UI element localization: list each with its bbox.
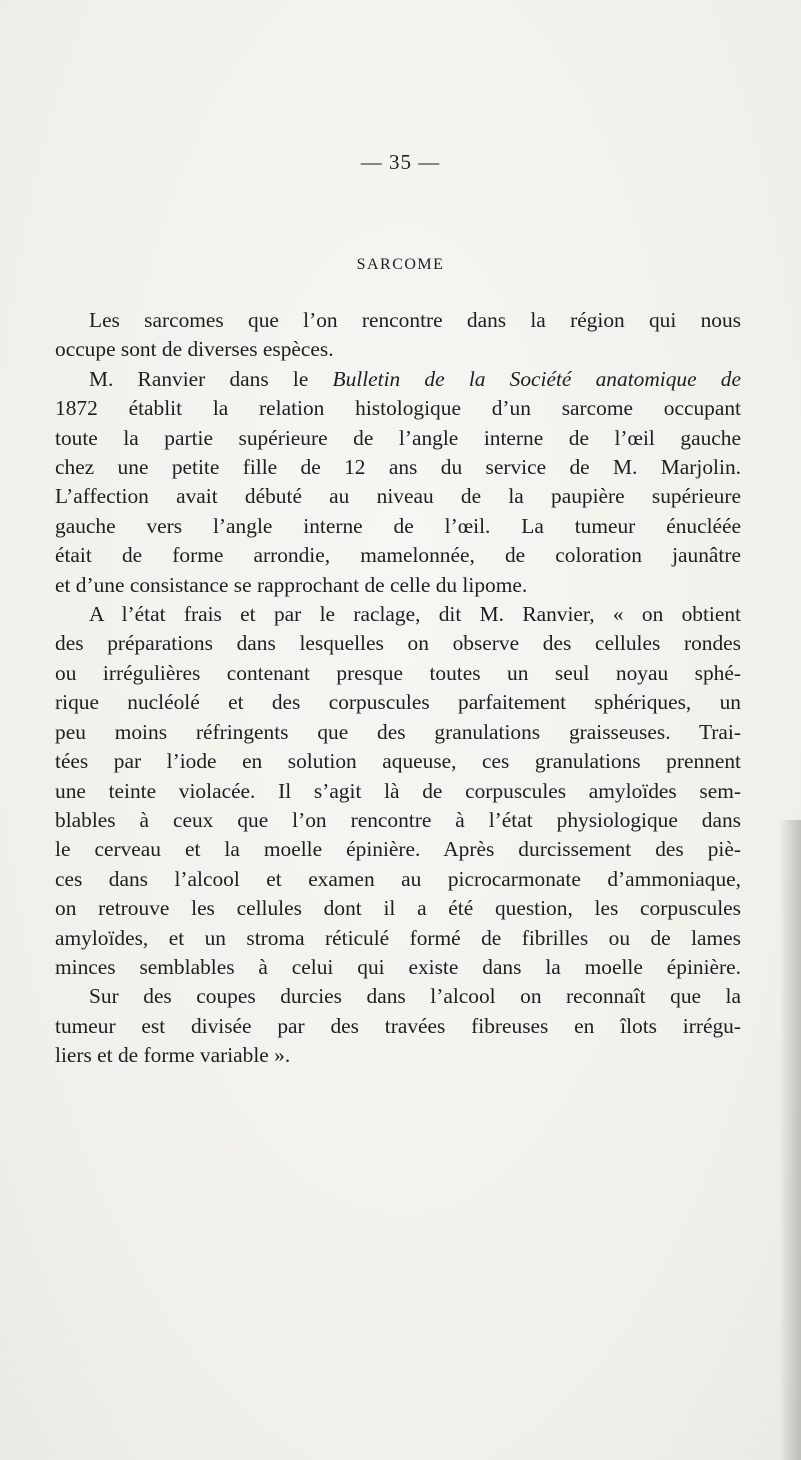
page-edge-shadow <box>779 820 801 1460</box>
text-line: amyloïdes, et un stroma réticulé formé de fibrilles ou de lames <box>55 925 741 950</box>
text-line: et d’une consistance se rapprochant de celle du lipome. <box>55 572 528 597</box>
text-line: gauche vers l’angle interne de l’œil. La tumeur énucléée <box>55 513 741 538</box>
text-line-plain: M. Ranvier dans le <box>89 366 333 391</box>
text-line: tées par l’iode en solution aqueuse, ces granulations prennent <box>55 749 741 774</box>
text-line: des préparations dans lesquelles on observe des cellules rondes <box>55 631 741 656</box>
text-line: Les sarcomes que l’on rencontre dans la région qui nous <box>89 308 741 332</box>
text-line: était de forme arrondie, mamelonnée, de coloration jaunâtre <box>55 543 741 568</box>
text-line: tumeur est divisée par des travées fibreuses en îlots irrégu- <box>55 1013 741 1038</box>
text-line: rique nucléolé et des corpuscules parfaitement sphériques, un <box>55 690 741 715</box>
text-line: le cerveau et la moelle épinière. Après durcissement des piè- <box>55 837 741 862</box>
text-line: peu moins réfringents que des granulations graisseuses. Trai- <box>55 719 741 744</box>
body-text <box>55 306 741 1071</box>
text-line: ou irrégulières contenant presque toutes un seul noyau sphé- <box>55 660 741 685</box>
journal-title: Bulletin de la Société anatomique de <box>332 366 741 391</box>
section-heading: SARCOME <box>356 256 445 273</box>
text-line: une teinte violacée. Il s’agit là de corpuscules amyloïdes sem- <box>55 778 741 803</box>
text-line: toute la partie supérieure de l’angle interne de l’œil gauche <box>55 425 741 450</box>
text-line: blables à ceux que l’on rencontre à l’état physiologique dans <box>55 807 741 832</box>
text-line: on retrouve les cellules dont il a été question, les corpuscules <box>55 896 741 921</box>
text-line: ces dans l’alcool et examen au picrocarmonate d’ammoniaque, <box>55 866 741 891</box>
text-line: occupe sont de diverses espèces. <box>55 337 334 362</box>
text-line: chez une petite fille de 12 ans du service de M. Marjolin. <box>55 455 741 480</box>
text-line: 1872 établit la relation histologique d’un sarcome occupant <box>55 396 741 421</box>
page-number: — 35 — <box>360 150 441 174</box>
text-line: Sur des coupes durcies dans l’alcool on reconnaît que la <box>89 984 741 1009</box>
text-line <box>55 365 741 394</box>
text-line: A l’état frais et par le raclage, dit M. Ranvier, « on obtient <box>89 602 741 627</box>
text-line: liers et de forme variable ». <box>55 1043 291 1068</box>
text-line: minces semblables à celui qui existe dans la moelle épinière. <box>55 954 741 979</box>
text-line: L’affection avait débuté au niveau de la paupière supérieure <box>55 484 741 509</box>
